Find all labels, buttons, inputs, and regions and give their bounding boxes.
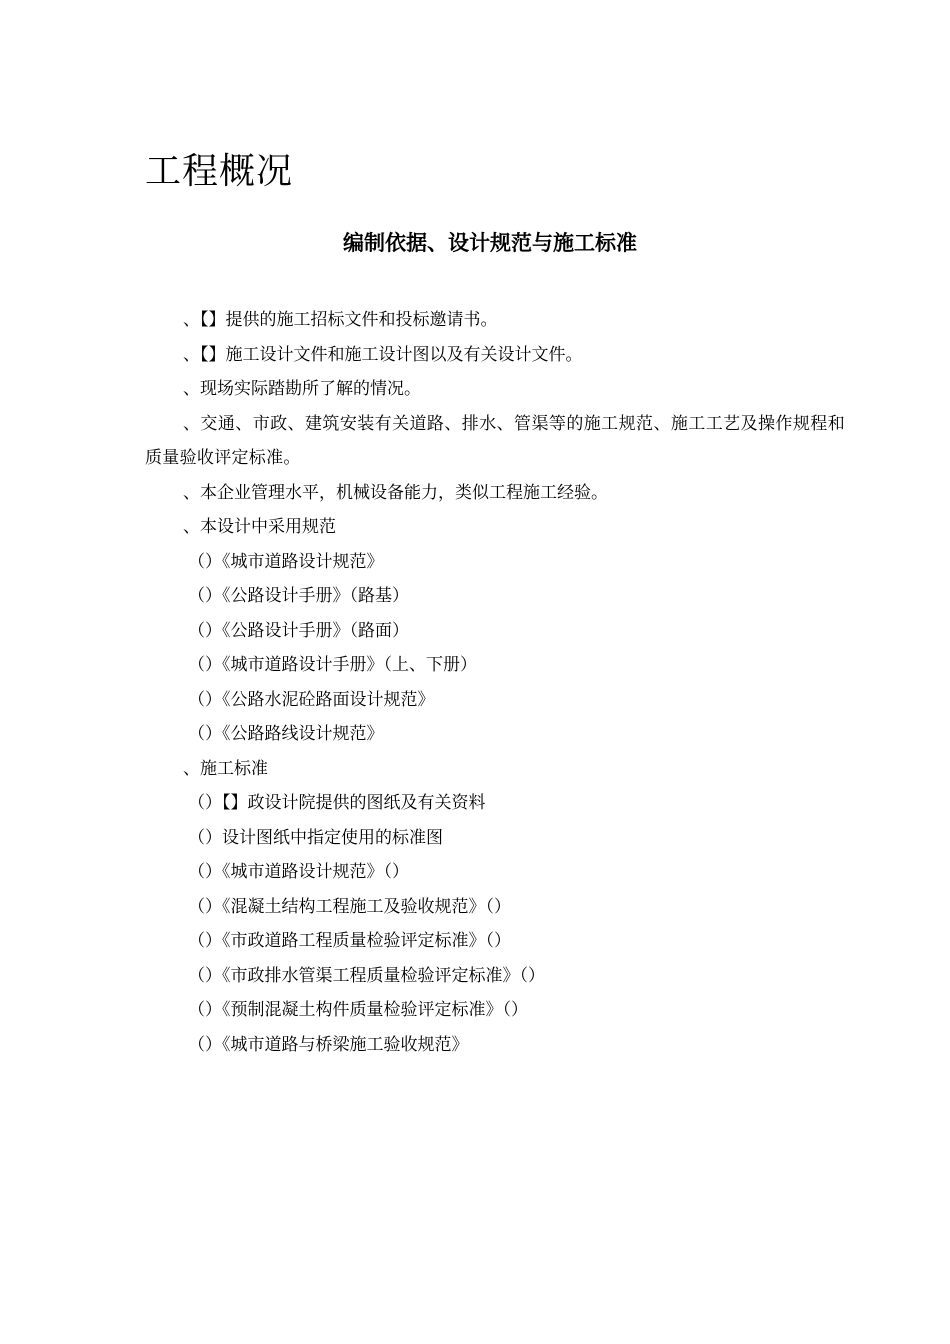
- construction-standard-item: （）《混凝土结构工程施工及验收规范》（）: [188, 896, 511, 917]
- construction-standard-item: （）《城市道路与桥梁施工验收规范》: [188, 1034, 469, 1055]
- basis-item: 、本企业管理水平，机械设备能力，类似工程施工经验。: [183, 482, 608, 503]
- design-codes-heading: 、本设计中采用规范: [183, 517, 336, 537]
- construction-standard-item: （）《城市道路设计规范》（）: [188, 862, 409, 882]
- design-code-item: （）《公路设计手册》（路面）: [188, 620, 409, 641]
- basis-item: 、现场实际踏勘所了解的情况。: [183, 379, 421, 399]
- basis-item: 、【】提供的施工招标文件和投标邀请书。: [183, 310, 498, 330]
- construction-standard-item: （）《预制混凝土构件质量检验评定标准》（）: [188, 1000, 528, 1020]
- construction-standard-item: （）《市政道路工程质量检验评定标准》（）: [188, 931, 511, 951]
- design-code-item: （）《公路路线设计规范》: [188, 724, 384, 744]
- design-code-item: （）《公路设计手册》（路基）: [188, 586, 409, 606]
- design-code-item: （）《城市道路设计规范》: [188, 551, 384, 572]
- basis-item: 、【】施工设计文件和施工设计图以及有关设计文件。: [183, 344, 583, 365]
- document-title: 工程概况: [145, 151, 294, 192]
- construction-standard-item: （）【】政设计院提供的图纸及有关资料: [188, 793, 486, 813]
- design-code-item: （）《公路水泥砼路面设计规范》: [188, 689, 435, 710]
- construction-standard-item: （）设计图纸中指定使用的标准图: [188, 827, 443, 848]
- document-body: [145, 303, 845, 1062]
- section-heading: 编制依据、设计规范与施工标准: [343, 231, 637, 255]
- construction-standard-item: （）《市政排水管渠工程质量检验评定标准》（）: [188, 965, 545, 986]
- basis-item: 、交通、市政、建筑安装有关道路、排水、管渠等的施工规范、施工工艺及操作规程和质量验收评定标准。: [145, 413, 845, 468]
- construction-standards-heading: 、施工标准: [183, 758, 268, 779]
- design-code-item: （）《城市道路设计手册》（上、下册）: [188, 655, 477, 675]
